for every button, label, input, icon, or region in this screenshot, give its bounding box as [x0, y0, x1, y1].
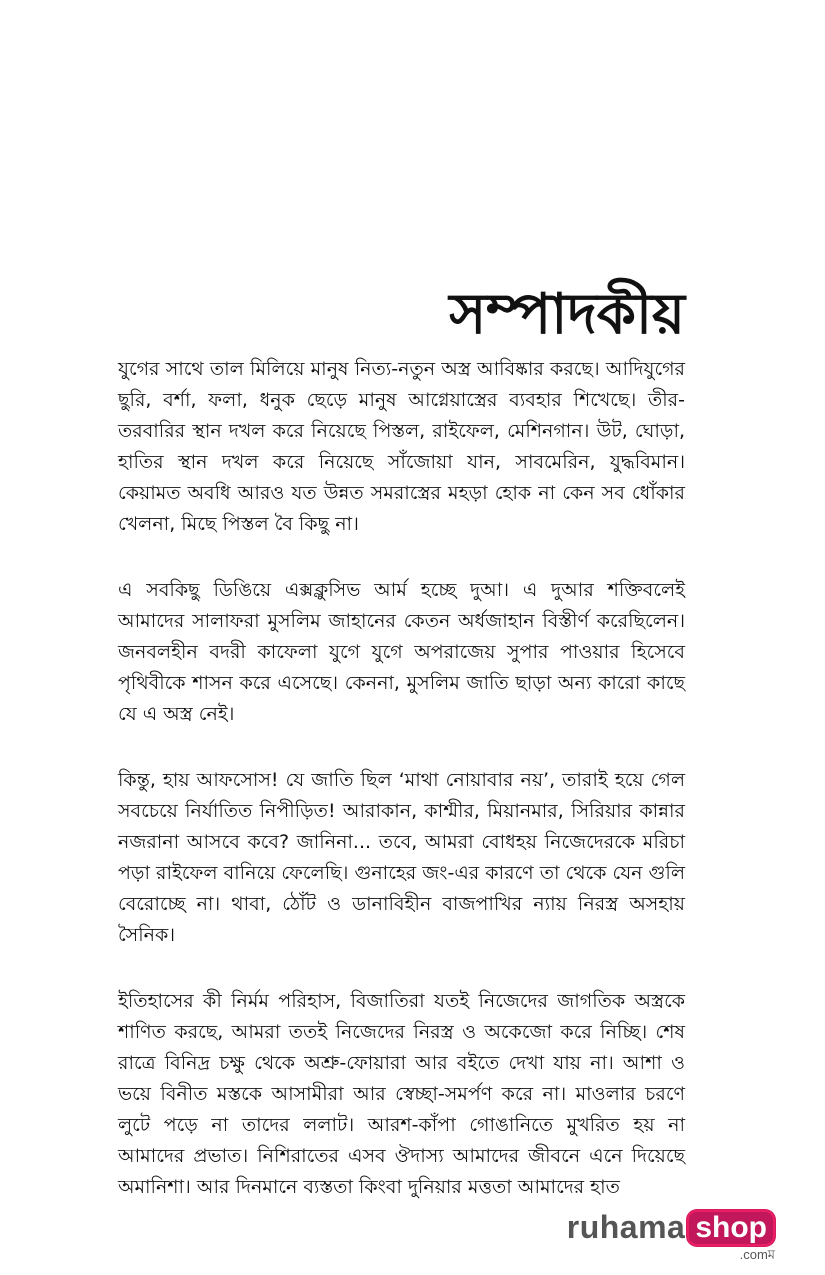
body-text: [118, 354, 685, 1238]
brand-logo-shop-group: [687, 1210, 775, 1262]
paragraph-2: এ সবকিছু ডিঙিয়ে এক্সক্লুসিভ আর্ম হচ্ছে দুআ। এ দুআর শক্তিবলেই আমাদের সালাফরা মুসলিম জাহানের কেতন অর্ধজাহান বিস্তীর্ণ করেছিলেন। জনবলহীন বদরী কাফেলা যুগে যুগে অপরাজেয় সুপার পাওয়ার হিসেবে পৃথিবীকে শাসন করে এসেছে। কেননা, মুসলিম জাতি ছাড়া অন্য কারো কাছে যে এ অস্ত্র নেই।: [118, 579, 685, 725]
paragraph-3: কিন্তু, হায় আফসোস! যে জাতি ছিল ‘মাথা নোয়াবার নয়’, তারাই হয়ে গেল সবচেয়ে নির্যাতিত নিপীড়িত! আরাকান, কাশ্মীর, মিয়ানমার, সিরিয়ার কান্নার নজরানা আসবে কবে? জানিনা... তবে, আমরা বোধহয় নিজেদেরকে মরিচা পড়া রাইফেল বানিয়ে ফেলেছি। গুনাহের জং-এর কারণে তা থেকে যেন গুলি বেরোচ্ছে না। থাবা, ঠোঁট ও ডানাবিহীন বাজপাখির ন্যায় নিরস্ত্র অসহায় সৈনিক।: [118, 769, 685, 946]
brand-logo-shop: shop: [687, 1210, 775, 1246]
brand-logo-ruhama: ruhama: [566, 1209, 686, 1245]
paragraph-4: ইতিহাসের কী নির্মম পরিহাস, বিজাতিরা যতই নিজেদের জাগতিক অস্ত্রকে শাণিত করছে, আমরা ততই নিজেদের নিরস্ত্র ও অকেজো করে নিচ্ছি। শেষ রাত্রে বিনিদ্র চক্ষু থেকে অশ্রু-ফোয়ারা আর বইতে দেখা যায় না। আশা ও ভয়ে বিনীত মস্তকে আসামীরা আর স্বেচ্ছা-সমর্পণ করে না। মাওলার চরণে লুটে পড়ে না তাদের ললাট। আরশ-কাঁপা গোঙানিতে মুখরিত হয় না আমাদের প্রভাত। নিশিরাতের এসব ঔদাস্য আমাদের জীবনে এনে দিয়েছে অমানিশা। আর দিনমানে ব্যস্ততা কিংবা দুনিয়ার মত্ততা আমাদের হাত: [118, 990, 685, 1198]
brand-logo-suffix: .comম: [739, 1247, 775, 1262]
page-title: সম্পাদকীয়: [449, 282, 685, 347]
brand-logo: [567, 1210, 775, 1260]
paragraph-1: যুগের সাথে তাল মিলিয়ে মানুষ নিত্য-নতুন অস্ত্র আবিষ্কার করছে। আদিযুগের ছুরি, বর্শা, ফলা, ধনুক ছেড়ে মানুষ আগ্নেয়াস্ত্রের ব্যবহার শিখেছে। তীর-তরবারির স্থান দখল করে নিয়েছে পিস্তল, রাইফেল, মেশিনগান। উট, ঘোড়া, হাতির স্থান দখল করে নিয়েছে সাঁজোয়া যান, সাবমেরিন, যুদ্ধবিমান। কেয়ামত অবধি আরও যত উন্নত সমরাস্ত্রের মহড়া হোক না কেন সব ধোঁকার খেলনা, মিছে পিস্তল বৈ কিছু না।: [118, 358, 685, 535]
